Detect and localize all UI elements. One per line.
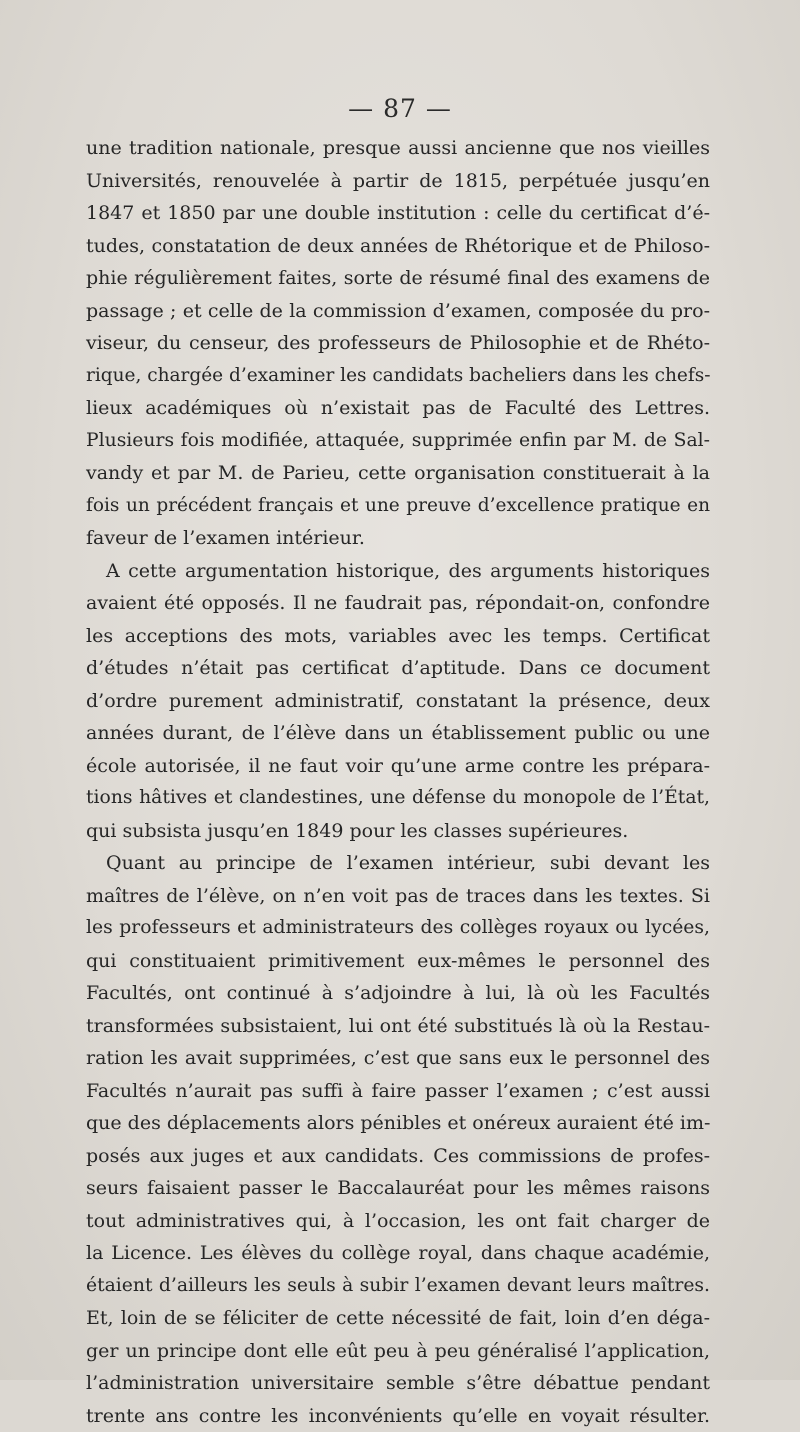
text-line: faveur de l’examen intérieur. [86, 522, 710, 555]
text-line: vandy et par M. de Parieu, cette organisation constituerait à la [86, 457, 710, 490]
text-line: que des déplacements alors pénibles et onéreux auraient été im- [86, 1107, 710, 1140]
text-line: Plusieurs fois modifiée, attaquée, supprimée enfin par M. de Sal- [86, 425, 710, 458]
text-line: Et, loin de se féliciter de cette nécessité de fait, loin d’en déga- [86, 1302, 710, 1335]
text-line: 1847 et 1850 par une double institution : celle du certificat d’é- [86, 197, 710, 230]
text-line: passage ; et celle de la commission d’examen, composée du pro- [86, 295, 710, 328]
text-line: posés aux juges et aux candidats. Ces commissions de profes- [86, 1140, 710, 1173]
text-line: l’administration universitaire semble s’être débattue pendant [86, 1367, 710, 1400]
text-line: tout administratives qui, à l’occasion, les ont fait charger de [86, 1205, 710, 1238]
text-line: tudes, constatation de deux années de Rhétorique et de Philoso- [86, 230, 710, 263]
text-line: trente ans contre les inconvénients qu’elle en voyait résulter. [86, 1400, 710, 1432]
text-line: étaient d’ailleurs les seuls à subir l’examen devant leurs maîtres. [86, 1270, 710, 1303]
text-line: qui subsista jusqu’en 1849 pour les classes supérieures. [86, 815, 710, 848]
text-line: seurs faisaient passer le Baccalauréat pour les mêmes raisons [86, 1172, 710, 1205]
text-line: la Licence. Les élèves du collège royal, dans chaque académie, [86, 1237, 710, 1270]
text-line: fois un précédent français et une preuve d’excellence pratique en [86, 490, 710, 523]
text-line: Quant au principe de l’examen intérieur, subi devant les [86, 847, 710, 880]
text-line: A cette argumentation historique, des arguments historiques [86, 555, 710, 588]
text-line: transformées subsistaient, lui ont été substitués là où la Restau- [86, 1010, 710, 1043]
text-line: ger un principe dont elle eût peu à peu généralisé l’application, [86, 1335, 710, 1368]
text-line: viseur, du censeur, des professeurs de Philosophie et de Rhéto- [86, 327, 710, 360]
text-line: Facultés, ont continué à s’adjoindre à lui, là où les Facultés [86, 977, 710, 1010]
text-line: lieux académiques où n’existait pas de Faculté des Lettres. [86, 392, 710, 425]
text-line: Universités, renouvelée à partir de 1815, perpétuée jusqu’en [86, 165, 710, 198]
text-line: tions hâtives et clandestines, une défense du monopole de l’État, [86, 782, 710, 815]
page-number: — 87 — [0, 94, 800, 123]
text-line: années durant, de l’élève dans un établissement public ou une [86, 717, 710, 750]
text-line: rique, chargée d’examiner les candidats bacheliers dans les chefs- [86, 360, 710, 393]
body-text [86, 132, 710, 1432]
text-line: phie régulièrement faites, sorte de résumé final des examens de [86, 262, 710, 295]
text-line: qui constituaient primitivement eux-mêmes le personnel des [86, 945, 710, 978]
text-line: ration les avait supprimées, c’est que sans eux le personnel des [86, 1042, 710, 1075]
text-line: école autorisée, il ne faut voir qu’une arme contre les prépara- [86, 750, 710, 783]
text-line: maîtres de l’élève, on n’en voit pas de traces dans les textes. Si [86, 880, 710, 913]
text-line: une tradition nationale, presque aussi ancienne que nos vieilles [86, 132, 710, 165]
text-line: Facultés n’aurait pas suffi à faire passer l’examen ; c’est aussi [86, 1075, 710, 1108]
text-line: avaient été opposés. Il ne faudrait pas, répondait-on, confondre [86, 587, 710, 620]
text-line: d’études n’était pas certificat d’aptitude. Dans ce document [86, 652, 710, 685]
text-line: d’ordre purement administratif, constatant la présence, deux [86, 685, 710, 718]
text-line: les professeurs et administrateurs des collèges royaux ou lycées, [86, 912, 710, 945]
text-line: les acceptions des mots, variables avec les temps. Certificat [86, 620, 710, 653]
